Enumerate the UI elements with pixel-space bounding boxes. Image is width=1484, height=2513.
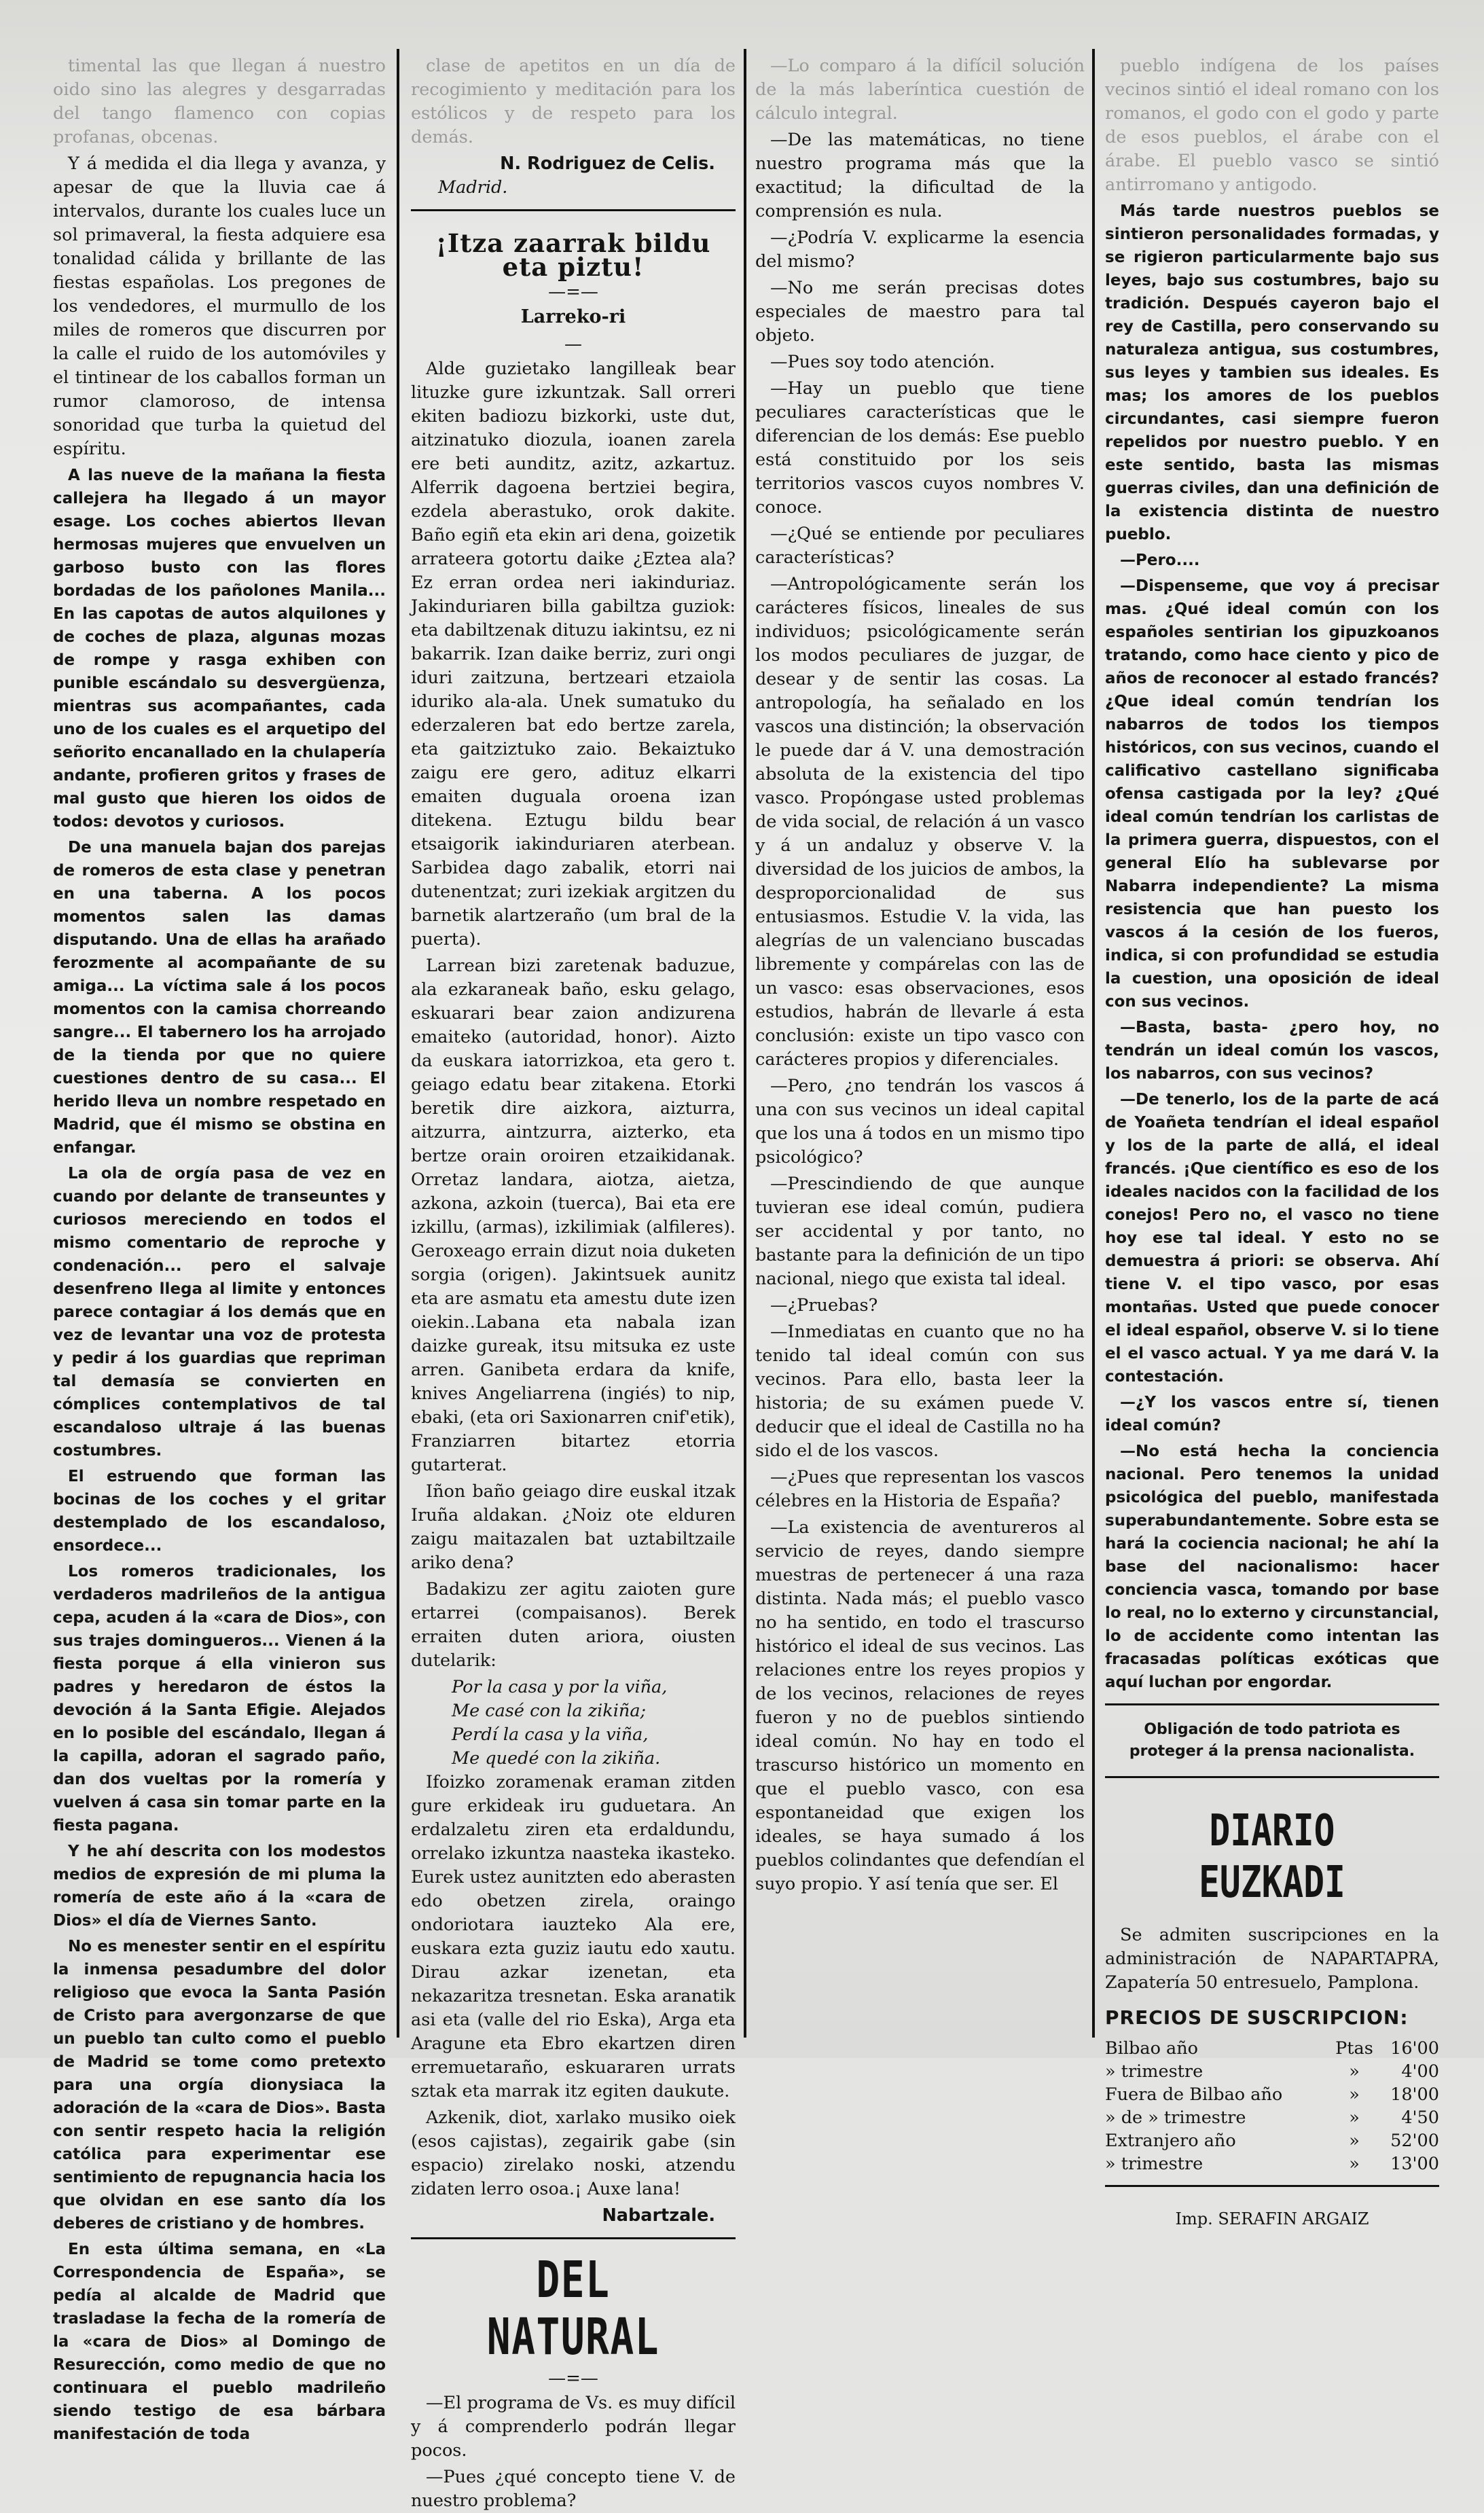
price-unit: Ptas (1335, 2038, 1373, 2059)
verse-line: Me casé con la zikiña; (452, 1701, 647, 1721)
price-unit: » (1349, 2131, 1360, 2151)
paragraph: A las nueve de la mañana la fiesta callejera ha llegado á un mayor esage. Los coches abiertos llevan hermosas mujeres que envuelven un garboso busto con las flores bordadas de los pañolones Manila... En las capotas de autos alquilones y de coches de plaza, algunas mozas de rompe y rasga exhiben con punible escándalo su desvergüenza, mientras sus acompañantes, cada uno de los cuales es el arquetipo del señorito encanallado en la chulapería andante, profieren gritos y frases de mal gusto que hieren los oidos de todos: devotos y curiosos. (53, 467, 386, 831)
section-title: DEL NATURAL (486, 2251, 660, 2366)
divider (411, 2237, 736, 2239)
paragraph: clase de apetitos en un día de recogimiento y meditación para los estólicos y de respeto para los demás. (411, 56, 736, 147)
ornament-divider: —=— (548, 282, 598, 302)
price-label: » trimestre (1105, 2061, 1204, 2082)
printer-imprint: Imp. SERAFIN ARGAIZ (1175, 2209, 1369, 2228)
article-title: ¡Itza zaarrak bildu eta piztu! (435, 228, 711, 282)
paragraph: —Pues soy todo atención. (770, 352, 995, 372)
divider (1105, 1776, 1439, 1778)
verse-line: Por la casa y por la viña, (452, 1677, 668, 1697)
price-label: Fuera de Bilbao año (1105, 2084, 1283, 2105)
paragraph: —¿Pruebas? (770, 1295, 878, 1316)
article-signature: Nabartzale. (602, 2205, 715, 2226)
paragraph: —Hay un pueblo que tiene peculiares características que le diferencian de los demás: Ese pueblo está constituido por los seis territorios vascos cuyos nombres V. conoce. (755, 378, 1085, 518)
paragraph: La ola de orgía pasa de vez en cuando por delante de transeuntes y curiosos mereciendo en todos el mismo comentario de reproche y condenación... pero el salvaje desenfreno llega al limite y entonces parece contagiar á los demás que en vez de levantar una voz de protesta y pedir á los guardias que repriman tal demasía se convierten en cómplices contemplativos de tal escandaloso ultraje á las buenas costumbres. (53, 1165, 386, 1460)
verse-line: Me quedé con la zikiña. (452, 1748, 661, 1769)
column-3-article (755, 54, 1085, 2031)
price-row (1105, 2152, 1439, 2175)
paragraph: —Pues ¿qué concepto tiene V. de nuestro problema? (411, 2467, 736, 2511)
paragraph: De una manuela bajan dos parejas de romeros de esta clase y penetran en una taberna. A los pocos momentos salen las damas disputando. Una de ellas ha arañado ferozmente al acompañante de su amiga... La víctima sale á los pocos momentos con la camisa chorreando sangre... El tabernero los ha arrojado de la tienda por que no quiere cuestiones dentro de su casa... El herido lleva un nombre respetado en Madrid, que él mismo se obstina en enfangar. (53, 839, 386, 1157)
paragraph: —¿Pues que representan los vascos célebres en la Historia de España? (755, 1467, 1085, 1511)
column-rule (1092, 49, 1095, 2038)
paragraph: No es menester sentir en el espíritu la inmensa pesadumbre del dolor religioso que evoca la Santa Pasión de Cristo para avergonzarse de que un pueblo tan culto como el pueblo de Madrid se tome como pretexto para una orgía dionysiaca la adoración de la «cara de Dios». Basta con sentir respeto hacia la religión católica para experimentar ese sentimiento de repugnancia hacia los que olvidan en ese santo día los deberes de cristiano y de hombres. (53, 1938, 386, 2232)
column-4-article (1105, 54, 1439, 2228)
paragraph: Alde guzietako langilleak bear lituzke gure izkuntzak. Sall orreri ekiten badiozu bizkorki, uste dut, aitzinatuko diozula, ioanen zarela ere beti aunditz, azitz, azkartuz. Alferrik dagoena bertziei begira, ezdela aberastuko, orok dakite. Baño egiñ eta ekin ari dena, goizetik arrateera gotortu daike ¿Eztea ala? Ez erran ordea neri iakinduriaz. Jakinduriaren billa gabiltza guziok: eta dabiltzenak dituzu iakintsu, ez ni bakarrik. Izan daike berriz, zuri ongi iduri zaitzuna, bertzeari etzaiola iduriko ala-ala. Unek sumatuko du ederzaleren bat edo bertze zarela, eta gaitziztuko zaio. Bekaiztuko zaigu ere gero, adituz elkarri emaiten duguala oroena izan ditekena. Eztugu bildu bear etsaigorik iakinduriaren aterbean. Sarbidea dago zabalik, etorri nai dutenentzat; zuri izekiak argitzen du barnetik alartzeraño (um bral de la puerta). (411, 359, 736, 950)
paragraph: —No me serán precisas dotes especiales de maestro para tal objeto. (755, 278, 1085, 346)
price-value: 4'00 (1401, 2061, 1439, 2082)
price-unit: » (1349, 2108, 1360, 2128)
price-value: 4'50 (1401, 2108, 1439, 2128)
article-dedication: Larreko-ri (520, 306, 626, 327)
price-value: 16'00 (1390, 2038, 1439, 2059)
paragraph: —Lo comparo á la difícil solución de la más laberíntica cuestión de cálculo integral. (755, 56, 1085, 124)
price-unit: » (1349, 2154, 1360, 2174)
column-2-article (411, 54, 736, 2511)
paragraph: timental las que llegan á nuestro oido sino las alegres y desgarradas del tango flamenco con copias profanas, obcenas. (53, 56, 386, 147)
price-label: » trimestre (1105, 2154, 1204, 2174)
paragraph: —Pero, ¿no tendrán los vascos á una con sus vecinos un ideal capital que los una á todos en un mismo tipo psicológico? (755, 1076, 1085, 1168)
price-value: 52'00 (1390, 2131, 1439, 2151)
paragraph: —Inmediatas en cuanto que no ha tenido tal ideal común con sus vecinos. Para ello, basta leer la historia; de su exámen puede V. deducir que el ideal de Castilla no ha sido el de los vascos. (755, 1322, 1085, 1461)
ornament-divider: — (564, 334, 582, 355)
patriot-notice: Obligación de todo patriota es proteger á la prensa nacionalista. (1129, 1721, 1415, 1760)
paragraph: —Prescindiendo de que aunque tuvieran ese ideal común, pudiera ser accidental y por tanto, no bastante para la definición de un tipo nacional, niego que exista tal ideal. (755, 1174, 1085, 1289)
paragraph: Y á medida el dia llega y avanza, y apesar de que la lluvia cae á intervalos, durante los cuales luce un sol primaveral, la fiesta adquiere esa tonalidad cálida y brillante de las fiestas españolas. Los pregones de los vendedores, el murmullo de los miles de romeros que discurren por la calle el ruido de los automóviles y el tintinear de los caballos forman un rumor clamoroso, de intensa sonoridad que turba la quietud del espíritu. (53, 153, 386, 459)
paragraph: En esta última semana, en «La Correspondencia de España», se pedía al alcalde de Madrid que trasladase la fecha de la romería de la «cara de Dios» al Domingo de Resurección, como medio de que no continuara el pueblo madrileño siendo testigo de esa bárbara manifestación de toda (53, 2241, 386, 2443)
paragraph: Los romeros tradicionales, los verdaderos madrileños de la antigua cepa, acuden á la «cara de Dios», con sus trajes domingueros... Vienen á la fiesta porque á ella vinieron sus padres y heredaron de éstos la devoción á la Santa Efigie. Alejados en lo posible del escándalo, llegan á la capilla, adoran el sagrado paño, dan dos vueltas por la romería y vuelven á casa sin tomar parte en la fiesta pagana. (53, 1563, 386, 1834)
price-unit: » (1349, 2061, 1360, 2082)
paragraph: —¿Podría V. explicarme la esencia del mismo? (755, 228, 1085, 272)
ornament-divider: —=— (548, 2368, 598, 2389)
price-row (1105, 2037, 1439, 2060)
paragraph: Iñon baño geiago dire euskal itzak Iruña aldakan. ¿Noiz ote elduren zaigu maitazalen bat uztabiltzaile ariko dena? (411, 1481, 736, 1573)
paragraph: Ifoizko zoramenak eraman zitden gure erkideak iru guduetara. An erdalzaletu ziren eta erdaldundu, orrelako izkuntza naasteka ikasteko. Eurek ustez aunitzten edo aberasten edo obetzen zirela, oraingo ondoriotara iauzteko Ala ere, euskara ezta guziz iautu edo xautu. Dirau azkar izenetan, eta nekazaritza tresnetan. Eska aranatik asi eta (valle del rio Eska), Arga eta Aragune eta Ebro ekartzen diren erremuetaraño, eskuararen urrats sztak eta marrak itz egiten daukute. (411, 1772, 736, 2101)
paragraph: —De las matemáticas, no tiene nuestro programa más que la exactitud; la dificultad de la comprensión es nula. (755, 130, 1085, 221)
paragraph: —De tenerlo, los de la parte de acá de Yoañeta tendrían el ideal español y los de la parte de allá, el ideal francés. ¡Que científico es eso de los ideales nacidos con la facilidad de los conejos! Pero no, el vasco no tiene hoy ese tal ideal. Y esto no se demuestra á priori: se observa. Ahí tiene V. el tipo vasco, por esas montañas. Usted que puede conocer el ideal español, observe V. si lo tiene el el vasco actual. Y ya me dará V. la contestación. (1105, 1091, 1439, 1386)
paragraph: El estruendo que forman las bocinas de los coches y el gritar destemplado de los escandaloso, ensordece... (53, 1468, 386, 1555)
price-label: Bilbao año (1105, 2038, 1199, 2059)
paragraph: Y he ahí descrita con los modestos medios de expresión de mi pluma la romería de este año á la «cara de Dios» el día de Viernes Santo. (53, 1843, 386, 1930)
price-row (1105, 2060, 1439, 2083)
price-label: Extranjero año (1105, 2131, 1236, 2151)
price-value: 13'00 (1390, 2154, 1439, 2174)
price-row (1105, 2083, 1439, 2106)
divider (1105, 2185, 1439, 2187)
prices-table (1105, 2037, 1439, 2175)
price-label: » de » trimestre (1105, 2108, 1246, 2128)
paragraph: Badakizu zer agitu zaioten gure ertarrei (compaisanos). Berek erraiten duten ariora, oiusten dutelarik: (411, 1579, 736, 1671)
prices-heading: PRECIOS DE SUSCRIPCION: (1105, 2006, 1409, 2029)
paragraph: —Dispenseme, que voy á precisar mas. ¿Qué ideal común con los españoles sentirian los gipuzkoanos tratando, como hace ciento y pico de años de reconocer al estado francés? ¿Que ideal común tendrían los nabarros de todos los tiempos históricos, con sus vecinos, cuando el calificativo castellano significaba ofensa castigada por la ley? ¿Qué ideal común tendrían los carlistas de la primera guerra, dispuestos, con el general Elío ha sublevarse por Nabarra independiente? La misma resistencia que han puesto los vascos á la cesión de los fueros, indica, si con profundidad se estudia la cuestion, una oposición de ideal con sus vecinos. (1105, 577, 1439, 1011)
subscription-text: Se admiten suscripciones en la administración de NAPARTAPRA, Zapatería 50 entresuelo, Pamplona. (1105, 1925, 1439, 1993)
paragraph: pueblo indígena de los países vecinos sintió el ideal romano con los romanos, el godo con el godo y parte de esos pueblos, el árabe con el árabe. El pueblo vasco se sintió antirromano y antigodo. (1105, 56, 1439, 195)
price-row (1105, 2106, 1439, 2129)
column-1-article (53, 54, 386, 2443)
paragraph: —No está hecha la conciencia nacional. Pero tenemos la unidad psicológica del pueblo, manifestada superabundantemente. Sobre esta se hará la cociencia nacional; he ahí la base del nacionalismo: hacer conciencia vasca, tomando por base lo real, no lo externo y circunstancial, lo de accidente como intentan las fracasadas políticas exóticas que aquí luchan por engordar. (1105, 1443, 1439, 1691)
paragraph: —La existencia de aventureros al servicio de reyes, dando siempre muestras de pertenecer á una raza distinta. Nada más; el pueblo vasco no ha sentido, en todo el trascurso histórico el ideal de sus vecinos. Las relaciones entre los reyes propios y de los vecinos, relaciones de reyes fueron y no de pueblos sintiendo ideal común. No hay en todo el trascurso histórico un momento en que el pueblo vasco, con esa espontaneidad que exigen los ideales, se haya sumado á los pueblos colindantes que defendían el suyo propio. Y así tenía que ser. El (755, 1517, 1085, 1894)
paragraph: —¿Qué se entiende por peculiares características? (755, 524, 1085, 568)
paragraph: —Pero.... (1120, 552, 1200, 569)
price-row (1105, 2129, 1439, 2152)
divider (411, 209, 736, 211)
article-place: Madrid. (438, 177, 508, 198)
paragraph: Larrean bizi zaretenak baduzue, ala ezkaraneak baño, esku gelago, eskuarari bear zaion andizurena emaiteko (autoridad, honor). Aizto da euskara iatorrizkoa, eta gero t. geiago edatu bear zitakena. Etorki beretik dire aizkora, aizturra, aitzurra, aintzurra, aizterko, eta bertze orain oroiren etzaikidanak. Orretaz landara, aiotza, aietza, azkona, azkoin (tuerca), Bai eta ere izkillu, (armas), izkilimiak (alfileres). Geroxeago errain dizut noia duketen sorgia (origen). Jakintsuek aunitz eta are asmatu eta amestu dute izen oiekin..Labana eta nabala izan daizke gureak, itsu mitsuka ez uste arren. Ganibeta erdara da knife, knives Angeliarrena (ingiés) to nip, ebaki, (eta ori Saxionarren cnif'etik), Franziarren bitartez etorria gutarterat. (411, 956, 736, 1475)
column-rule (744, 49, 746, 2038)
paragraph: —¿Y los vascos entre sí, tienen ideal común? (1105, 1394, 1439, 1434)
price-value: 18'00 (1390, 2084, 1439, 2105)
paragraph: —Basta, basta- ¿pero hoy, no tendrán un ideal común los vascos, los nabarros, con sus vecinos? (1105, 1019, 1439, 1083)
diario-euzkadi-title: DIARIO EUZKADI (1199, 1806, 1345, 1908)
article-signature: N. Rodriguez de Celis. (500, 153, 715, 174)
verse-line: Perdí la casa y la viña, (452, 1724, 649, 1745)
divider (1105, 1703, 1439, 1705)
paragraph: Más tarde nuestros pueblos se sintieron personalidades formadas, y se rigieron particularmente bajo sus leyes, bajo sus costumbres, bajo su tradición. Después cayeron bajo el rey de Castilla, pero conservando su naturaleza antigua, sus costumbres, sus leyes y tambien sus ideales. Es mas; los amores de los pueblos circundantes, casi siempre fueron repelidos por nuestro pueblo. Y en este sentido, basta las mismas guerras civiles, dan una definición de la existencia distinta de nuestro pueblo. (1105, 202, 1439, 543)
price-unit: » (1349, 2084, 1360, 2105)
paragraph: —El programa de Vs. es muy difícil y á comprenderlo podrán llegar pocos. (411, 2393, 736, 2461)
paragraph: Azkenik, diot, xarlako musiko oiek (esos cajistas), zegairik gabe (sin espacio) zirelako noski, atzendu zidaten lerro osoa.¡ Auxe lana! (411, 2108, 736, 2199)
paragraph: —Antropológicamente serán los carácteres físicos, lineales de sus individuos; psicológicamente serán los modos peculiares de juzgar, de desear y de sentir las cosas. La antropología, ha señalado en los vascos una distinción; la observación le puede dar á V. una demostración absoluta de la existencia del tipo vasco. Propóngase usted problemas de vida social, de relación á un vasco y á un andaluz y observe V. la diversidad de los juicios de ambos, la desproporcionalidad de sus entusiasmos. Estudie V. la vida, las alegrías de un valenciano buscadas libremente y compárelas con las de un vasco: esas observaciones, esos estudios, habrán de llevarle á esta conclusión: existe un tipo vasco con carácteres propios y diferenciales. (755, 574, 1085, 1070)
column-rule (397, 49, 399, 2038)
